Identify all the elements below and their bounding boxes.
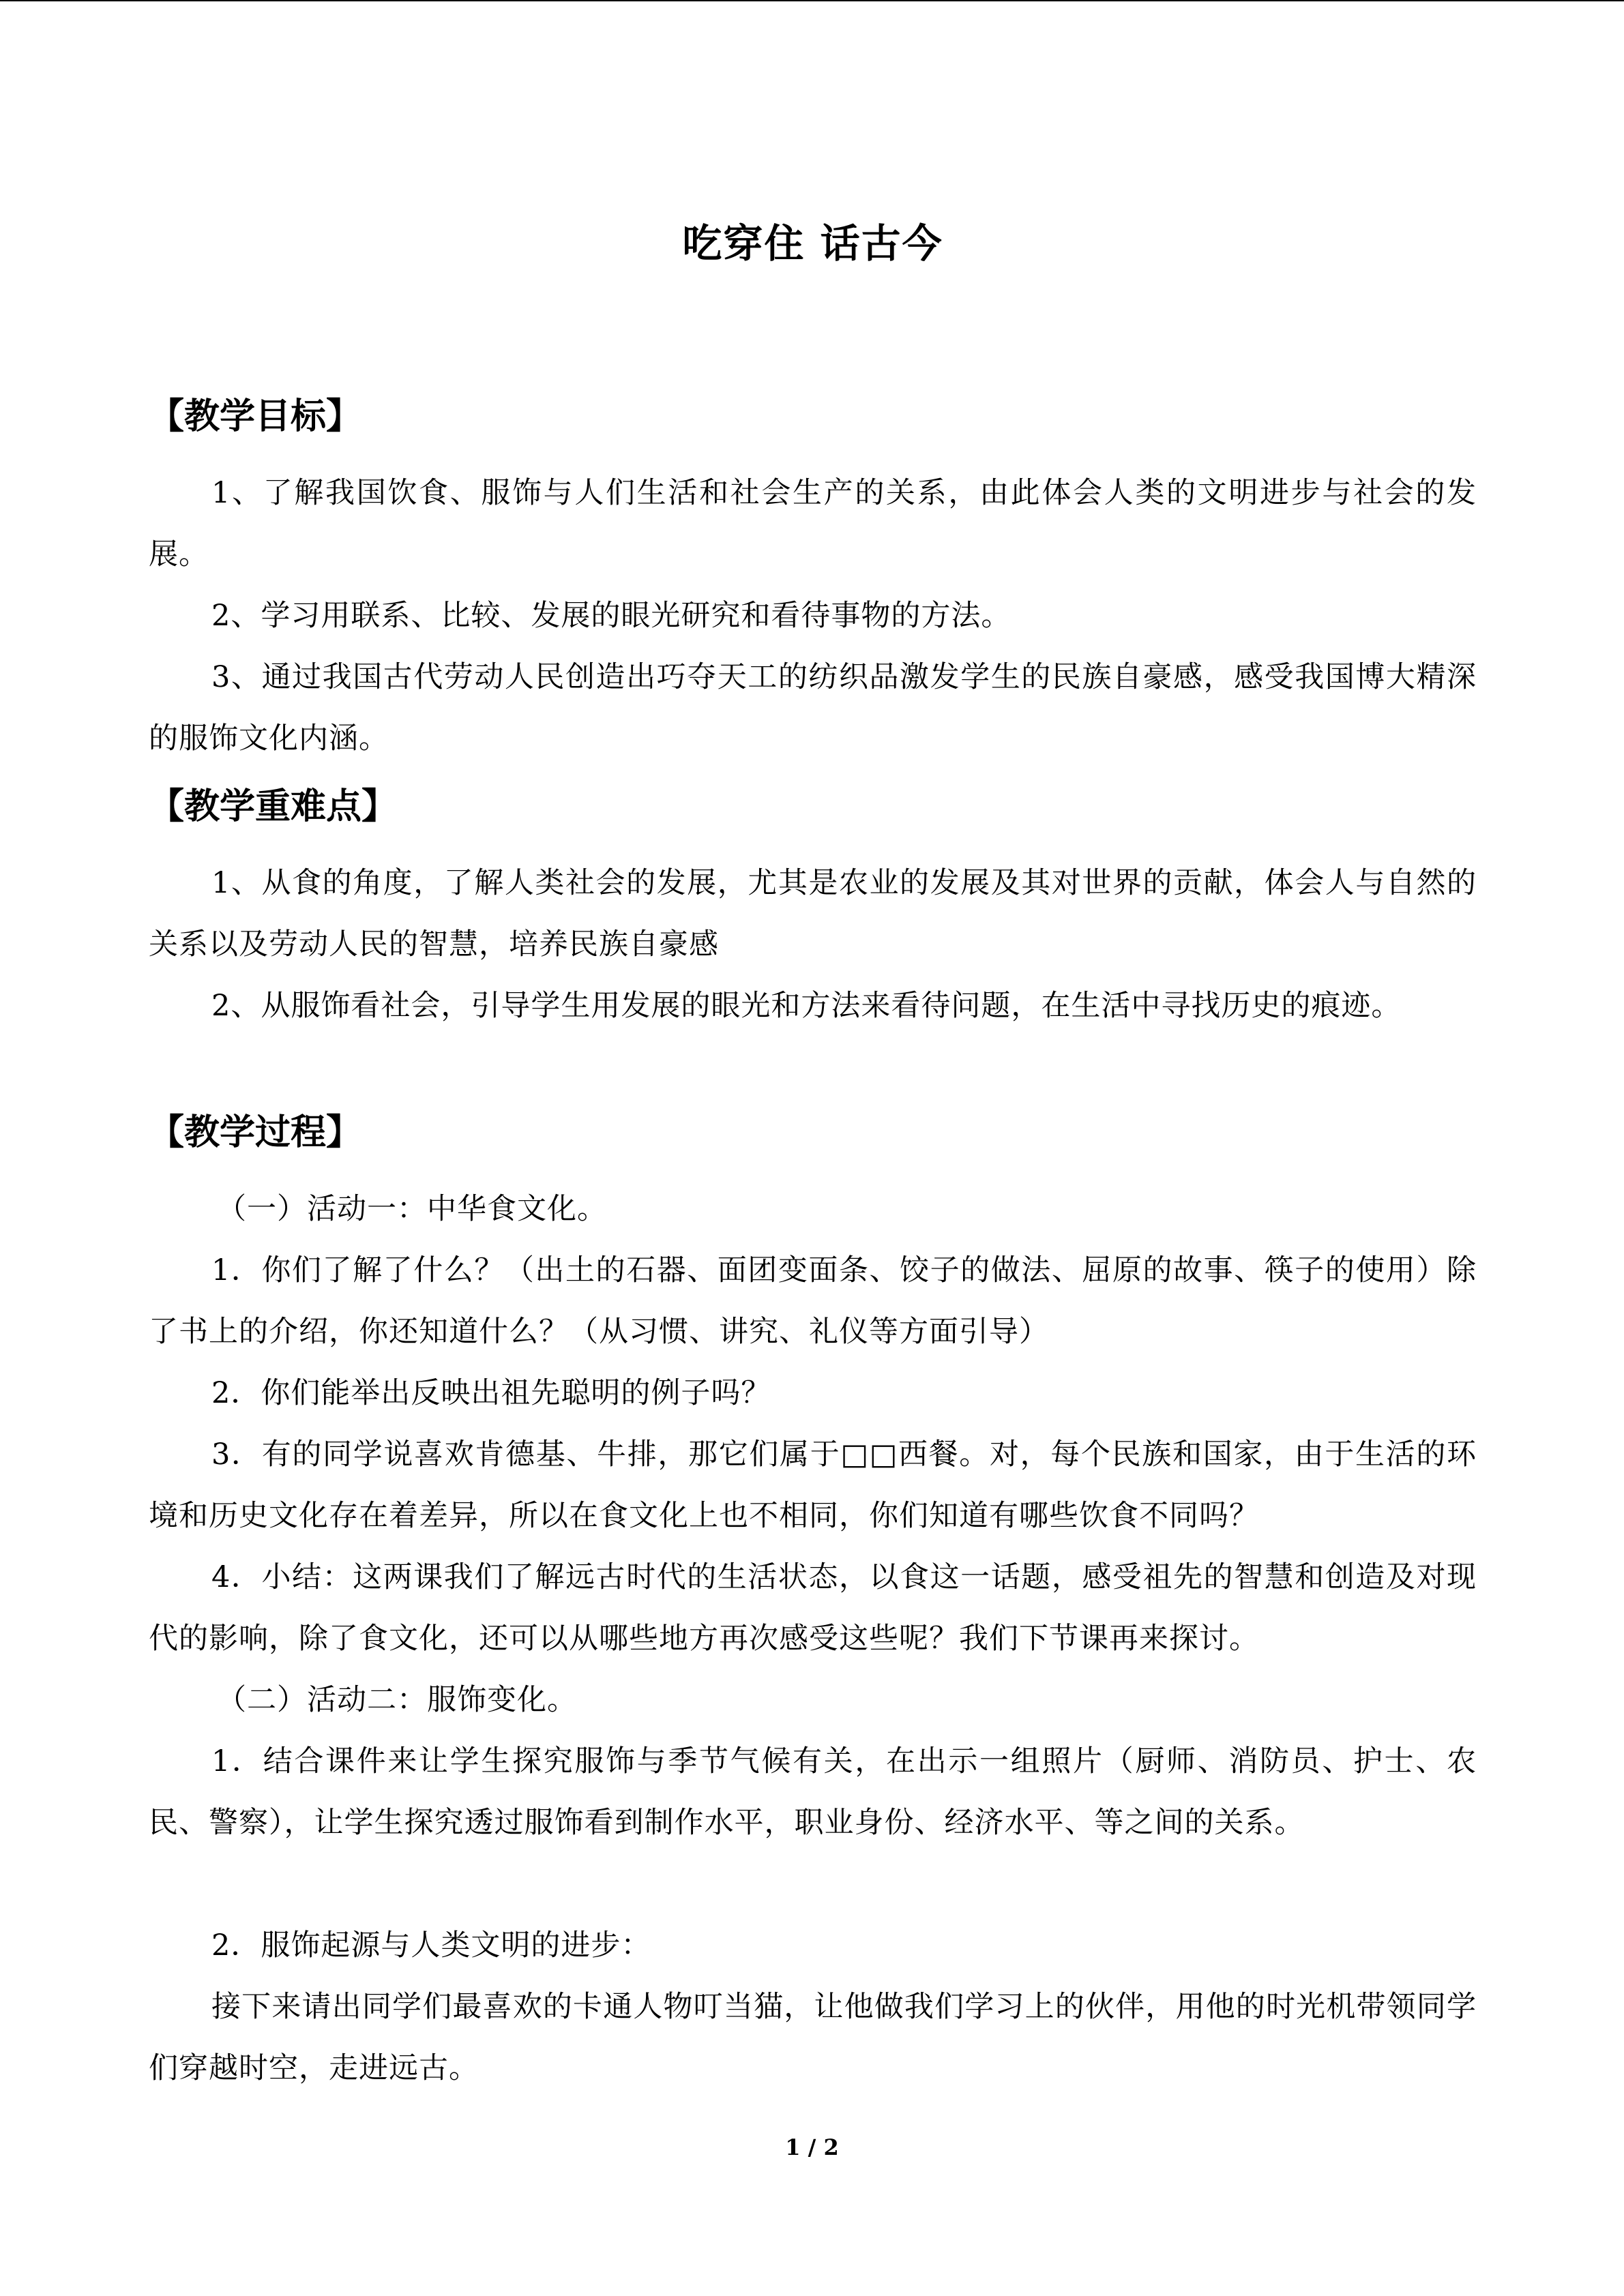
top-border <box>0 0 1624 1</box>
process-paragraph: 2．服饰起源与人类文明的进步： <box>211 1928 651 1963</box>
process-paragraph: 接下来请出同学们最喜欢的卡通人物叮当猫，让他做我们学习上的伙伴，用他的时光机带领同学们穿越时空，走进远古。 <box>149 1990 1477 2085</box>
objective-paragraph: 2、学习用联系、比较、发展的眼光研究和看待事物的方法。 <box>211 599 1012 633</box>
document-title: 吃穿住 话古今 <box>682 220 943 267</box>
objective-paragraph: 3、通过我国古代劳动人民创造出巧夺天工的纺织品激发学生的民族自豪感，感受我国博大精深的服饰文化内涵。 <box>149 660 1477 756</box>
process-paragraph: 3．有的同学说喜欢肯德基、牛排，那它们属于□□西餐。对，每个民族和国家，由于生活的环境和历史文化存在着差异，所以在食文化上也不相同，你们知道有哪些饮食不同吗？ <box>149 1437 1477 1533</box>
page-number: 1 / 2 <box>785 2134 839 2160</box>
process-paragraph: （一）活动一：中华食文化。 <box>217 1192 607 1226</box>
section-heading-objectives: 【教学目标】 <box>149 396 362 437</box>
process-paragraph: 4．小结：这两课我们了解远古时代的生活状态，以食这一话题，感受祖先的智慧和创造及对现代的影响，除了食文化，还可以从哪些地方再次感受这些呢？我们下节课再来探讨。 <box>149 1560 1477 1656</box>
key-point-paragraph: 1、从食的角度，了解人类社会的发展，尤其是农业的发展及其对世界的贡献，体会人与自然的关系以及劳动人民的智慧，培养民族自豪感 <box>149 866 1477 961</box>
section-heading-process: 【教学过程】 <box>149 1112 362 1153</box>
objective-paragraph: 1、了解我国饮食、服饰与人们生活和社会生产的关系，由此体会人类的文明进步与社会的发展。 <box>149 476 1477 571</box>
process-paragraph: 1．结合课件来让学生探究服饰与季节气候有关，在出示一组照片（厨师、消防员、护士、农民、警察），让学生探究透过服饰看到制作水平，职业身份、经济水平、等之间的关系。 <box>149 1744 1477 1840</box>
process-paragraph: 1．你们了解了什么？（出土的石器、面团变面条、饺子的做法、屈原的故事、筷子的使用）除了书上的介绍，你还知道什么？（从习惯、讲究、礼仪等方面引导） <box>149 1253 1477 1349</box>
process-paragraph: 2．你们能举出反映出祖先聪明的例子吗？ <box>211 1376 771 1410</box>
key-point-paragraph: 2、从服饰看社会，引导学生用发展的眼光和方法来看待问题，在生活中寻找历史的痕迹。 <box>211 989 1402 1023</box>
section-heading-key-points: 【教学重难点】 <box>149 786 398 827</box>
process-paragraph: （二）活动二：服饰变化。 <box>217 1683 577 1717</box>
